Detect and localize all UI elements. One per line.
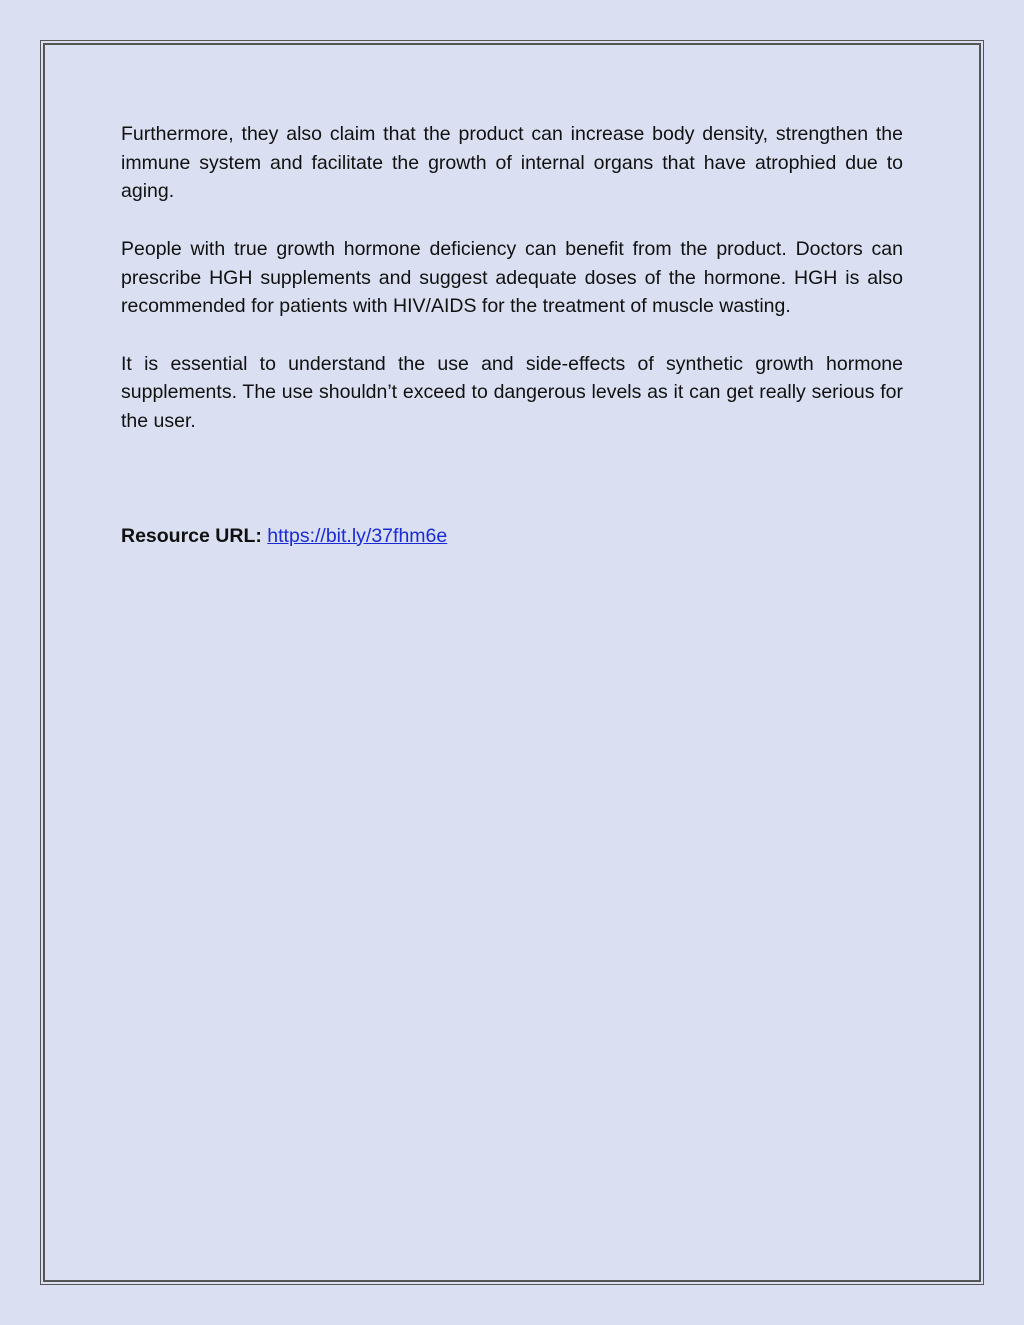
resource-label: Resource URL: [121, 524, 262, 547]
paragraph-2: People with true growth hormone deficiency can benefit from the product. Doctors can prescribe HGH supplements and suggest adequate doses of the hormone. HGH is also recommended for patients with HIV/AIDS for the treatment of muscle wasting. [121, 237, 903, 318]
paragraph-1: Furthermore, they also claim that the product can increase body density, strengthen the immune system and facilitate the growth of internal organs that have atrophied due to aging. [121, 123, 903, 203]
resource-link[interactable]: https://bit.ly/37fhm6e [267, 524, 448, 547]
document-body [121, 120, 903, 550]
resource-line [121, 522, 903, 551]
paragraph-3: It is essential to understand the use and side-effects of synthetic growth hormone supplements. The use shouldn’t exceed to dangerous levels as it can get really serious for the user. [121, 352, 903, 432]
